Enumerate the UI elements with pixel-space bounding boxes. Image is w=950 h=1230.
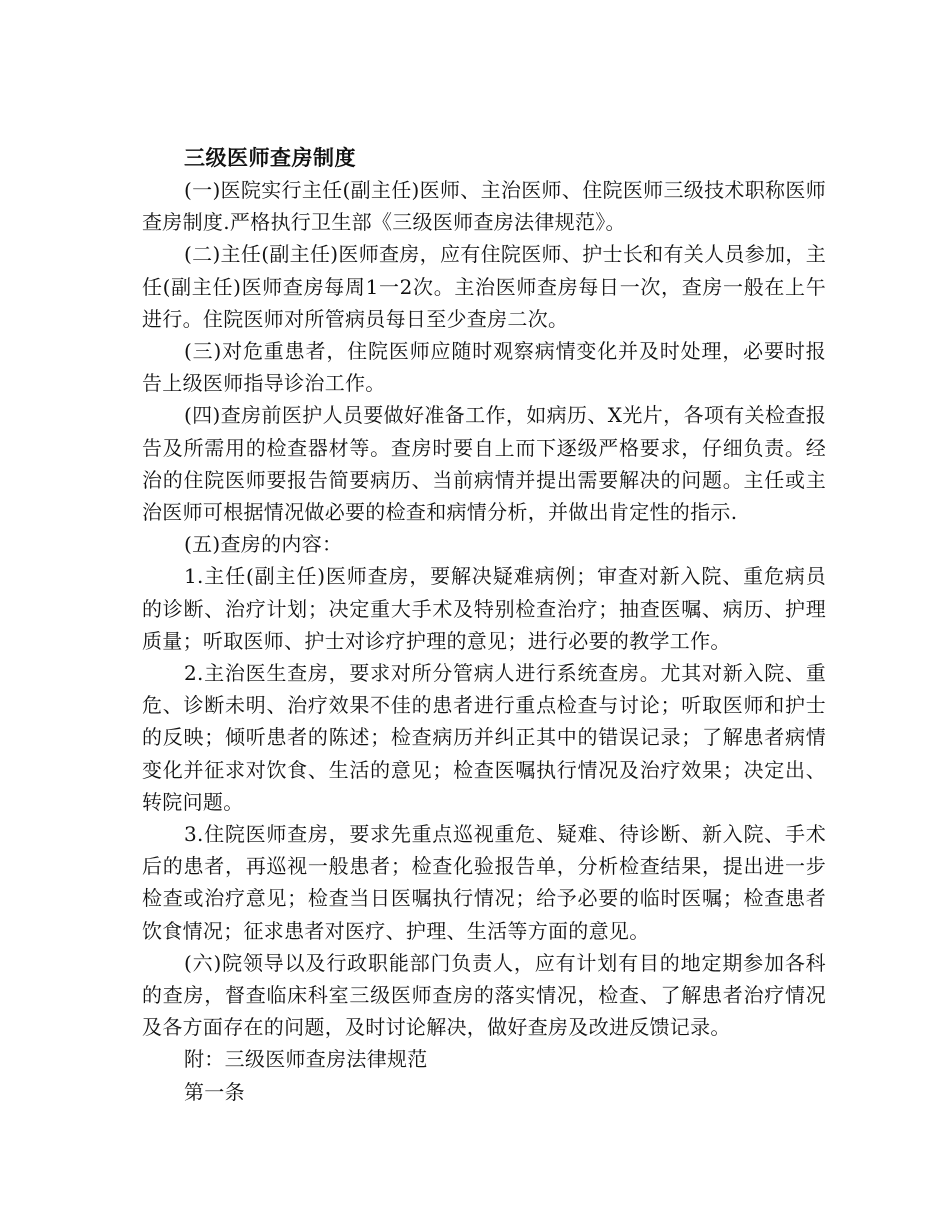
paragraph-3: (三)对危重患者，住院医师应随时观察病情变化并及时处理，必要时报告上级医师指导诊治工作。 [142,339,826,396]
document-title: 三级医师查房制度 [184,145,356,170]
paragraph-5-item-2: 2.主治医生查房，要求对所分管病人进行系统查房。尤其对新入院、重危、诊断未明、治疗效果不佳的患者进行重点检查与讨论；听取医师和护士的反映；倾听患者的陈述；检查病历并纠正其中的错误记录；了解患者病情变化并征求对饮食、生活的意见；检查医嘱执行情况及治疗效果；决定出、转院问题。 [142,661,826,814]
paragraph-4: (四)查房前医护人员要做好准备工作，如病历、X光片，各项有关检查报告及所需用的检查器材等。查房时要自上而下逐级严格要求，仔细负责。经治的住院医师要报告简要病历、当前病情并提出需要解决的问题。主任或主治医师可根据情况做必要的检查和病情分析，并做出肯定性的指示. [142,403,826,525]
paragraph-5-item-1: 1.主任(副主任)医师查房，要解决疑难病例；审查对新入院、重危病员的诊断、治疗计划；决定重大手术及特别检查治疗；抽查医嘱、病历、护理质量；听取医师、护士对诊疗护理的意见；进行必要的教学工作。 [142,564,826,653]
paragraph-1: (一)医院实行主任(副主任)医师、主治医师、住院医师三级技术职称医师查房制度.严格执行卫生部《三级医师查房法律规范》。 [142,178,826,235]
document-body [142,142,826,1108]
paragraph-6: (六)院领导以及行政职能部门负责人，应有计划有目的地定期参加各科的查房，督查临床科室三级医师查房的落实情况，检查、了解患者治疗情况及各方面存在的问题，及时讨论解决，做好查房及改进反馈记录。 [142,950,826,1040]
paragraph-5-item-3: 3.住院医师查房，要求先重点巡视重危、疑难、待诊断、新入院、手术后的患者，再巡视一般患者；检查化验报告单，分析检查结果，提出进一步检查或治疗意见；检查当日医嘱执行情况；给予必要的临时医嘱；检查患者饮食情况；征求患者对医疗、护理、生活等方面的意见。 [142,822,826,943]
paragraph-2: (二)主任(副主任)医师查房，应有住院医师、护士长和有关人员参加，主任(副主任)医师查房每周1一2次。主治医师查房每日一次，查房一般在上午进行。住院医师对所管病员每日至少查房二次。 [142,242,826,331]
paragraph-5-heading: (五)查房的内容： [184,532,343,557]
appendix-title: 附：三级医师查房法律规范 [184,1047,428,1072]
first-article: 第一条 [184,1079,245,1104]
